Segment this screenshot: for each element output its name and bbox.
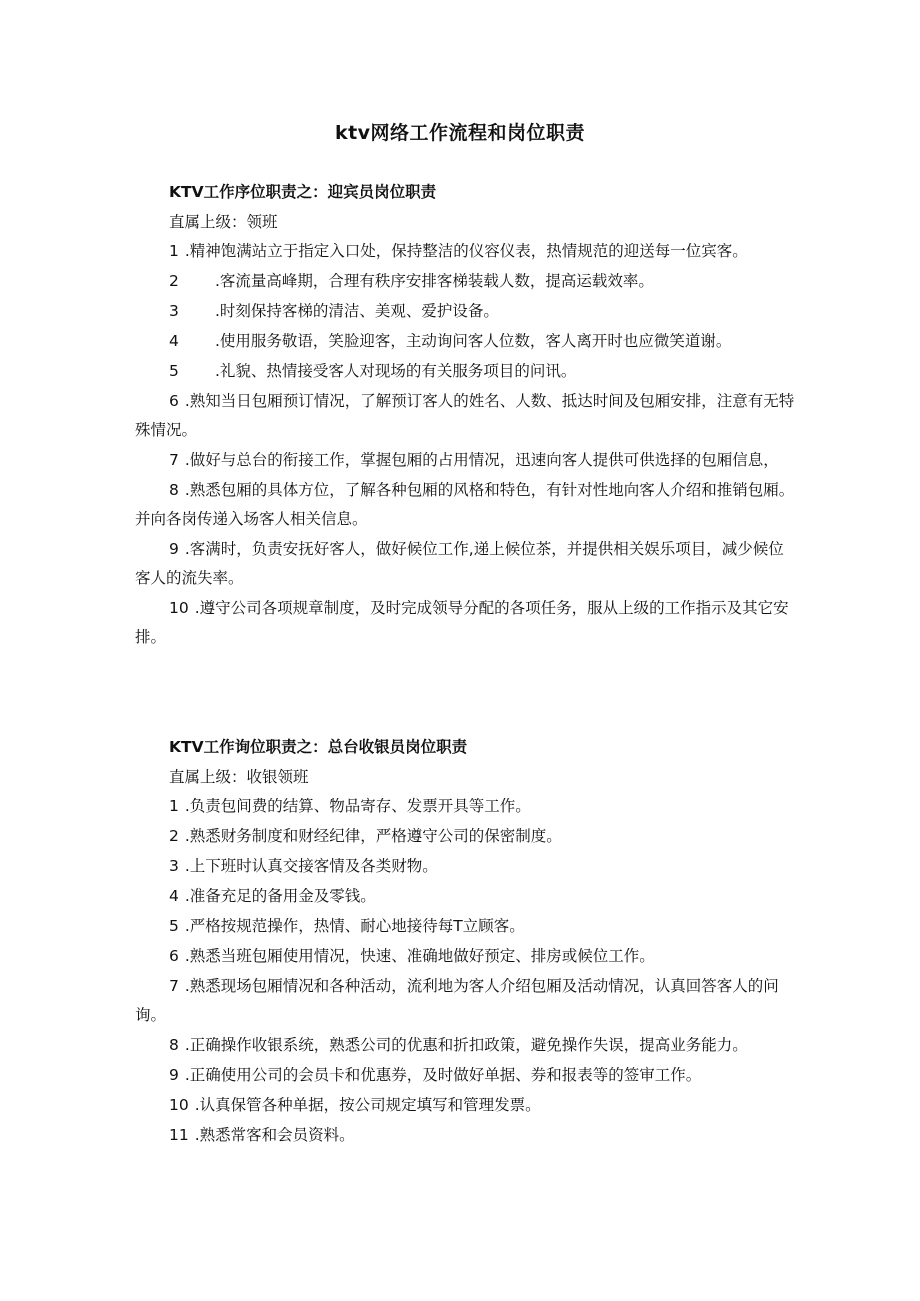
list-item: 10 .遵守公司各项规章制度，及时完成领导分配的各项任务，服从上级的工作指示及其它安排。 xyxy=(135,599,789,646)
list-item: 5 .严格按规范操作，热情、耐心地接待每T立顾客。 xyxy=(169,917,525,935)
list-item: 8 .正确操作收银系统，熟悉公司的优惠和折扣政策，避免操作失误，提高业务能力。 xyxy=(169,1036,748,1054)
list-item: 1 .精神饱满站立于指定入口处，保持整洁的仪容仪表，热情规范的迎送每一位宾客。 xyxy=(169,242,748,260)
section-heading: KTV工作询位职责之：总台收银员岗位职责 xyxy=(169,738,468,756)
list-item: 11 .熟悉常客和会员资料。 xyxy=(169,1126,355,1144)
section-heading: KTV工作序位职责之：迎宾员岗位职责 xyxy=(169,183,437,201)
list-item: 4 .使用服务敬语，笑脸迎客，主动询问客人位数，客人离开时也应微笑道谢。 xyxy=(169,332,732,350)
list-item: 9 .正确使用公司的会员卡和优惠券，及时做好单据、券和报表等的签审工作。 xyxy=(169,1066,702,1084)
list-item: 3 .时刻保持客梯的清洁、美观、爱护设备。 xyxy=(169,302,499,320)
page-title: ktv网络工作流程和岗位职责 xyxy=(334,122,586,144)
list-item: 2 .熟悉财务制度和财经纪律，严格遵守公司的保密制度。 xyxy=(169,827,562,845)
list-item: 7 .做好与总台的衔接工作，掌握包厢的占用情况，迅速向客人提供可供选择的包厢信息， xyxy=(169,451,779,469)
supervisor-line: 直属上级：领班 xyxy=(169,213,278,231)
list-item: 2 .客流量高峰期，合理有秩序安排客梯装载人数，提高运载效率。 xyxy=(169,272,654,290)
list-item: 1 .负责包间费的结算、物品寄存、发票开具等工作。 xyxy=(169,797,531,815)
list-item: 6 .熟悉当班包厢使用情况，快速、准确地做好预定、排房或候位工作。 xyxy=(169,947,655,965)
list-item: 5 .礼貌、热情接受客人对现场的有关服务项目的问讯。 xyxy=(169,362,577,380)
list-item: 7 .熟悉现场包厢情况和各种活动，流利地为客人介绍包厢及活动情况，认真回答客人的问询。 xyxy=(135,977,779,1024)
section-cashier xyxy=(135,732,795,1151)
section-greeter xyxy=(135,177,795,653)
list-item: 10 .认真保管各种单据，按公司规定填写和管理发票。 xyxy=(169,1096,541,1114)
supervisor-line: 直属上级：收银领班 xyxy=(169,768,309,786)
list-item: 3 .上下班时认真交接客情及各类财物。 xyxy=(169,857,438,875)
list-item: 8 .熟悉包厢的具体方位，了解各种包厢的风格和特色，有针对性地向客人介绍和推销包厢。并向各岗传递入场客人相关信息。 xyxy=(135,481,795,528)
list-item: 4 .准备充足的备用金及零钱。 xyxy=(169,887,376,905)
list-item: 6 .熟知当日包厢预订情况，了解预订客人的姓名、人数、抵达时间及包厢安排，注意有无特殊情况。 xyxy=(135,392,795,439)
list-item: 9 .客满时，负责安抚好客人，做好候位工作,递上候位茶，并提供相关娱乐项目，减少候位客人的流失率。 xyxy=(135,540,784,587)
